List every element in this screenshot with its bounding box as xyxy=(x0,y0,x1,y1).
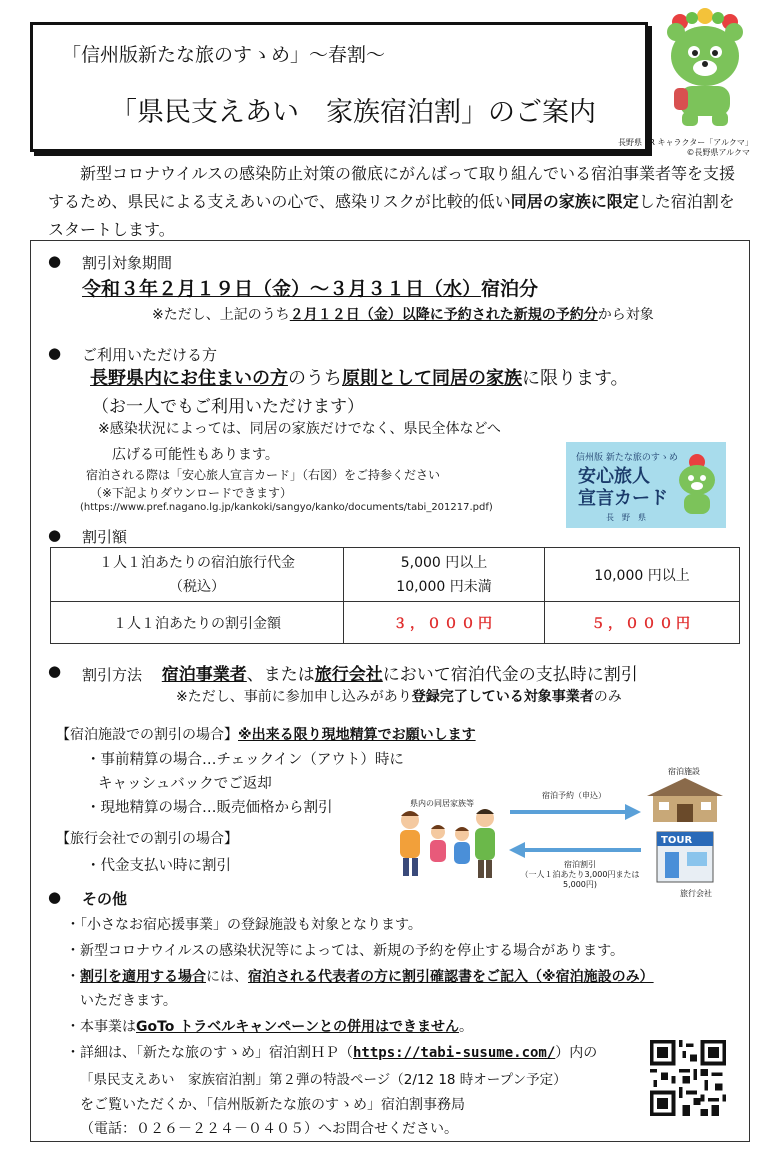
other-item-4: ・本事業はGoTo トラベルキャンペーンとの併用はできません。 xyxy=(66,1019,474,1035)
method-line: 割引方法 宿泊事業者、または旅行会社において宿泊代金の支払時に割引 xyxy=(82,665,638,685)
other-item-5: ・詳細は、「新たな旅のすゝめ」宿泊割ＨＰ（https://tabi-susume.com/）内の xyxy=(66,1045,598,1061)
other-item-2: ・新型コロナウイルスの感染状況等によっては、新規の予約を停止する場合があります。 xyxy=(66,943,625,959)
eligibility-note-3: 宿泊される際は「安心旅人宣言カード」（右図）をご持参ください xyxy=(86,468,441,482)
eligibility-note-1: ※感染状況によっては、同居の家族だけでなく、県民全体などへ xyxy=(98,421,501,437)
tier1-range: 5,000 円以上 xyxy=(400,554,488,571)
eligibility-note-4: （※下記よりダウンロードできます） xyxy=(90,486,293,500)
subtitle: 「信州版新たな旅のすゝめ」～春割～ xyxy=(62,44,386,66)
diagram-discount-label: 宿泊割引 （一人１泊あたり3,000円または 5,000円) xyxy=(520,860,640,889)
method-note: ※ただし、事前に参加申し込みがあり登録完了している対象事業者のみ xyxy=(176,689,622,705)
diagram-reserve-label: 宿泊予約（申込） xyxy=(542,791,606,800)
other-item-6: 「県民支えあい 家族宿泊割」第２弾の特設ページ（2/12 18 時オープン予定） xyxy=(80,1072,567,1088)
period-heading: 割引対象期間 xyxy=(82,254,173,272)
other-item-7: をご覧いただくか、「信州版新たな旅のすゝめ」宿泊割事務局 xyxy=(80,1097,465,1113)
eligibility-heading: ご利用いただける方 xyxy=(82,346,218,364)
other-item-1: ・「小さなお宿応援事業」の登録施設も対象となります。 xyxy=(66,917,422,933)
row-label-discount: １人１泊あたりの割引金額 xyxy=(51,602,344,644)
mascot-caption: 長野県 PR キャラクター「アルクマ」 xyxy=(618,138,753,147)
mascot-copyright: ©長野県アルクマ xyxy=(686,148,750,157)
eligibility-note-2: 広げる可能性もあります。 xyxy=(112,447,279,463)
mascot-arukuma xyxy=(660,8,750,136)
facility-item-3: ・現地精算の場合…販売価格から割引 xyxy=(86,800,333,816)
facility-building-icon xyxy=(647,778,723,822)
facility-item-1: ・事前精算の場合…チェックイン（アウト）時に xyxy=(86,752,404,768)
tier1-discount: ３，０００円 xyxy=(344,602,545,644)
tabi-susume-link[interactable]: https://tabi-susume.com/ xyxy=(353,1045,556,1061)
other-heading: その他 xyxy=(82,890,128,908)
facility-heading: 【宿泊施設での割引の場合】※出来る限り現地精算でお願いします xyxy=(56,727,476,743)
diagram-family-label: 県内の同居家族等 xyxy=(410,799,474,808)
travel-agency-icon xyxy=(657,832,713,882)
other-item-3: ・割引を適用する場合には、宿泊される代表者の方に割引確認書をご記入（※宿泊施設のみ） xyxy=(66,969,654,985)
intro-paragraph: 新型コロナウイルスの感染防止対策の徹底にがんばって取り組んでいる宿泊事業者等を支援するため、県民による支えあいの心で、感染リスクが比較的低い同居の家族に限定した宿泊割をスタートします。 xyxy=(48,164,736,239)
row-label-price: １人１泊あたりの宿泊旅行代金 xyxy=(99,554,295,571)
diagram-agency-label: 旅行会社 xyxy=(680,889,712,898)
discount-flow-diagram xyxy=(385,770,735,890)
tier2-range: 10,000 円以上 xyxy=(545,548,740,602)
tier2-discount: ５，０００円 xyxy=(545,602,740,644)
page-title: 「県民支えあい 家族宿泊割」のご案内 xyxy=(110,97,596,128)
card-mascot-icon xyxy=(674,452,720,518)
facility-item-2: キャッシュバックでご返却 xyxy=(98,776,272,792)
other-item-3-cont: いただきます。 xyxy=(80,993,177,1009)
period-note: ※ただし、上記のうち２月１２日（金）以降に予約された新規の予約分から対象 xyxy=(152,307,654,323)
card-download-link[interactable]: (https://www.pref.nagano.lg.jp/kankoki/sangyo/kanko/documents/tabi_201217.pdf) xyxy=(80,502,493,513)
discount-table: １人１泊あたりの宿泊旅行代金 （税込） 5,000 円以上 10,000 円未満 10,000 円以上 １人１泊あたりの割引金額 ３，０００円 ５，０００円 xyxy=(50,547,740,644)
eligibility-note-single: （お一人でもご利用いただけます） xyxy=(92,397,364,417)
tour-sign: TOUR xyxy=(661,835,693,846)
other-item-8: （電話：０２６－２２４－０４０５）へお問合せください。 xyxy=(80,1121,458,1137)
agency-heading: 【旅行会社での割引の場合】 xyxy=(56,831,238,847)
amount-heading: 割引額 xyxy=(82,528,128,546)
anshin-card-image: 信州版 新たな旅のすゝめ 安心旅人 宣言カード 長 野 県 xyxy=(566,442,726,528)
period-dates: 令和３年２月１９日（金）～３月３１日（水）宿泊分 xyxy=(82,278,539,300)
eligibility-line: 長野県内にお住まいの方のうち原則として同居の家族に限ります。 xyxy=(90,368,629,389)
qr-code[interactable] xyxy=(650,1040,726,1116)
family-icon xyxy=(400,809,495,878)
agency-item-1: ・代金支払い時に割引 xyxy=(86,858,231,874)
diagram-facility-label: 宿泊施設 xyxy=(668,767,700,776)
